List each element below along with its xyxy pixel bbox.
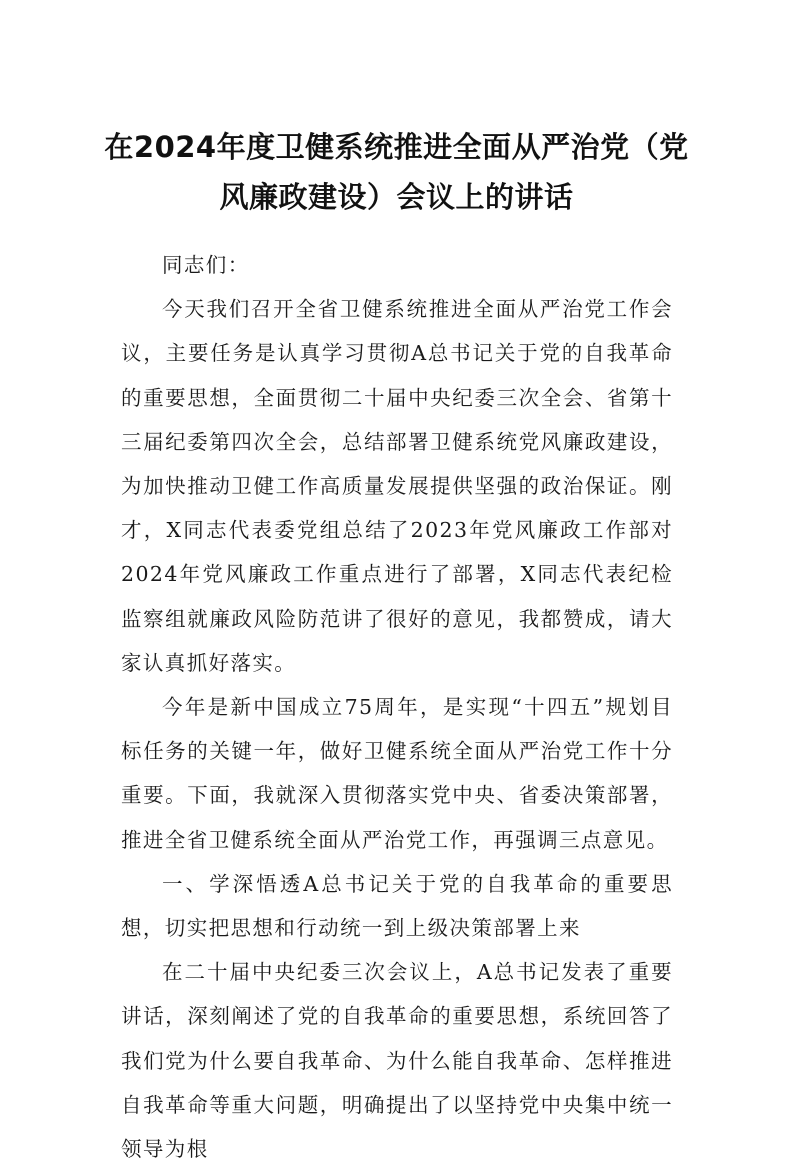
salutation: 同志们：: [162, 253, 250, 277]
paragraph-section-one: 在二十届中央纪委三次会议上，A总书记发表了重要讲话，深刻阐述了党的自我革命的重要思想，系统回答了我们党为什么要自我革命、为什么能自我革命、怎样推进自我革命等重大问题，明确提出了以坚持党中央集中统一领导为根: [121, 960, 673, 1162]
paragraph-context: 今年是新中国成立75周年，是实现“十四五”规划目标任务的关键一年，做好卫健系统全面从严治党工作十分重要。下面，我就深入贯彻落实党中央、省委决策部署，推进全省卫健系统全面从严治党工作，再强调三点意见。: [121, 695, 673, 852]
section-heading-one: 一、学深悟透A总书记关于党的自我革命的重要思想，切实把思想和行动统一到上级决策部署上来: [121, 871, 673, 941]
document-title: 在2024年度卫健系统推进全面从严治党（党风廉政建设）会议上的讲话: [104, 130, 689, 214]
paragraph-opening: 今天我们召开全省卫健系统推进全面从严治党工作会议，主要任务是认真学习贯彻A总书记关于党的自我革命的重要思想，全面贯彻二十届中央纪委三次全会、省第十三届纪委第四次全会，总结部署卫健系统党风廉政建设，为加快推动卫健工作高质量发展提供坚强的政治保证。刚才，X同志代表委党组总结了2023年党风廉政工作部对2024年党风廉政工作重点进行了部署，X同志代表纪检监察组就廉政风险防范讲了很好的意见，我都赞成，请大家认真抓好落实。: [121, 297, 673, 675]
document-body: [121, 243, 673, 1171]
